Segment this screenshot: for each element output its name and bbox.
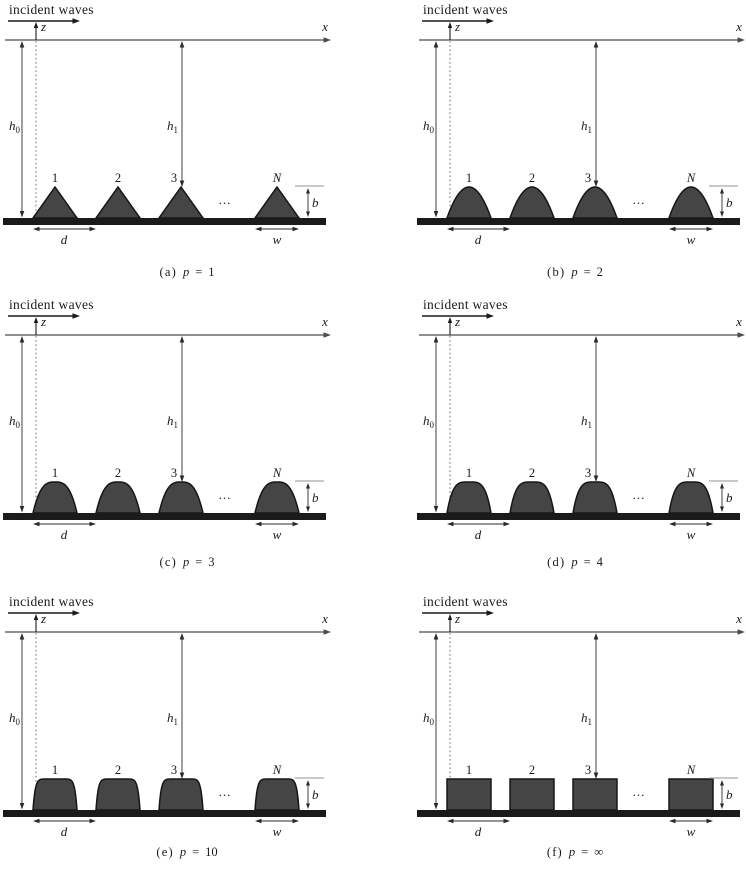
b-arrow <box>306 188 310 217</box>
h1-symbol: h <box>167 710 174 725</box>
h1-label <box>581 118 592 135</box>
h0-arrow <box>20 336 25 513</box>
caption-p-symbol: p <box>571 555 578 569</box>
h0-arrow-head <box>434 211 439 218</box>
caption-p-value: ∞ <box>594 845 604 859</box>
panel-f-diagram <box>373 580 746 869</box>
obstacle-n <box>669 779 713 810</box>
caption-equals-sign: = <box>192 845 200 859</box>
b-label: b <box>726 195 733 210</box>
h0-arrow <box>20 41 25 218</box>
panel-c <box>0 290 373 580</box>
h1-arrow-head <box>180 476 185 483</box>
h0-symbol: h <box>9 413 16 428</box>
obstacle-number-2: 2 <box>528 763 536 777</box>
caption-p-symbol: p <box>571 265 578 279</box>
seabed-bar <box>3 218 326 225</box>
incident-waves-arrow-head <box>487 610 495 615</box>
d-arrow-head <box>504 227 511 232</box>
panel-e-diagram <box>0 580 373 869</box>
obstacle-number-1: 1 <box>51 466 59 480</box>
obstacle-2 <box>510 779 554 810</box>
w-arrow-head <box>293 227 300 232</box>
d-arrow-head <box>90 227 97 232</box>
caption-equals-sign: = <box>195 555 203 569</box>
obstacle-1 <box>33 187 77 218</box>
z-axis-label: z <box>41 611 47 626</box>
h0-arrow-head <box>434 803 439 810</box>
x-axis-label: x <box>736 611 742 626</box>
z-axis-label: z <box>455 611 461 626</box>
d-arrow <box>33 522 96 527</box>
x-axis-label: x <box>322 611 328 626</box>
x-axis-head <box>324 629 332 634</box>
seabed-bar <box>417 218 740 225</box>
h1-arrow-head <box>594 41 599 48</box>
h1-arrow-head <box>180 41 185 48</box>
incident-waves-arrow-head <box>487 313 495 318</box>
incident-waves-label: incident waves <box>423 297 508 312</box>
z-axis-arrow <box>448 22 452 40</box>
d-arrow-head <box>33 819 40 824</box>
h1-arrow <box>180 633 185 779</box>
b-arrow <box>720 188 724 217</box>
seabed-bar <box>417 513 740 520</box>
z-axis-arrow-head <box>34 317 38 323</box>
b-label: b <box>312 195 319 210</box>
w-label: w <box>686 232 696 247</box>
h0-subscript: 0 <box>15 125 20 135</box>
x-axis-head <box>324 332 332 337</box>
d-arrow <box>447 227 510 232</box>
obstacle-3 <box>159 779 203 810</box>
h1-label <box>167 710 178 727</box>
obstacle-2 <box>96 482 140 513</box>
d-arrow <box>447 819 510 824</box>
obstacle-number-1: 1 <box>465 763 473 777</box>
d-label: d <box>60 232 68 247</box>
h0-label <box>9 710 21 727</box>
h1-symbol: h <box>581 118 588 133</box>
d-label: d <box>474 232 482 247</box>
h1-subscript: 1 <box>173 717 178 727</box>
b-label: b <box>726 490 733 505</box>
panel-e <box>0 580 373 869</box>
h0-subscript: 0 <box>429 717 434 727</box>
h1-arrow-head <box>594 336 599 343</box>
h1-label <box>581 710 592 727</box>
h0-label <box>423 413 435 430</box>
b-arrow-head <box>306 212 310 218</box>
x-axis <box>5 332 331 337</box>
b-label: b <box>312 490 319 505</box>
h1-symbol: h <box>167 118 174 133</box>
h1-arrow <box>594 41 599 187</box>
caption-p-value: 3 <box>208 555 215 569</box>
d-label: d <box>60 527 68 542</box>
z-axis-arrow <box>34 317 38 335</box>
panel-b-diagram <box>373 0 746 290</box>
h0-arrow-head <box>434 336 439 343</box>
caption-p-symbol: p <box>182 265 190 279</box>
b-arrow <box>720 483 724 512</box>
h1-subscript: 1 <box>173 125 178 135</box>
b-arrow <box>720 780 724 809</box>
b-arrow-head <box>720 507 724 513</box>
d-arrow <box>33 819 96 824</box>
x-axis-head <box>738 37 746 42</box>
z-axis-label: z <box>455 314 461 329</box>
obstacle-n <box>255 779 299 810</box>
w-arrow <box>669 522 713 527</box>
caption-index: (c) <box>159 555 177 569</box>
z-axis-arrow-head <box>34 22 38 28</box>
w-arrow-head <box>293 819 300 824</box>
obstacle-1 <box>33 779 77 810</box>
obstacle-1 <box>33 482 77 513</box>
obstacle-number-2: 2 <box>528 466 536 480</box>
caption-p-symbol: p <box>568 845 576 859</box>
seabed-bar <box>3 810 326 817</box>
w-arrow <box>255 227 299 232</box>
h1-label <box>167 118 178 135</box>
obstacle-number-n: N <box>686 763 696 777</box>
obstacle-number-n: N <box>686 466 696 480</box>
x-axis <box>5 629 331 634</box>
x-axis <box>5 37 331 42</box>
d-arrow-head <box>447 522 454 527</box>
w-arrow <box>669 227 713 232</box>
h0-label <box>423 710 435 727</box>
incident-waves-arrow-head <box>73 18 81 23</box>
h0-label <box>9 118 21 135</box>
obstacle-1 <box>447 187 491 218</box>
h0-arrow-head <box>20 41 25 48</box>
incident-waves-label: incident waves <box>9 297 94 312</box>
b-arrow-head <box>720 780 724 786</box>
w-label: w <box>272 527 282 542</box>
x-axis <box>419 332 745 337</box>
obstacle-3 <box>573 482 617 513</box>
obstacle-n <box>669 482 713 513</box>
obstacle-number-3: 3 <box>170 466 178 480</box>
panel-a <box>0 0 373 290</box>
obstacle-number-2: 2 <box>114 466 122 480</box>
caption-index: (e) <box>156 845 174 859</box>
h0-arrow-head <box>434 506 439 513</box>
obstacle-number-1: 1 <box>51 171 59 185</box>
h0-subscript: 0 <box>429 420 434 430</box>
panel-caption <box>547 265 603 280</box>
h0-arrow-head <box>20 211 25 218</box>
panel-d-diagram <box>373 290 746 580</box>
obstacle-2 <box>510 482 554 513</box>
h1-arrow-head <box>180 633 185 640</box>
obstacle-number-1: 1 <box>465 466 473 480</box>
z-axis-label: z <box>455 19 461 34</box>
d-label: d <box>474 824 482 839</box>
obstacle-3 <box>159 187 203 218</box>
panel-caption <box>547 845 603 860</box>
w-arrow-head <box>707 227 714 232</box>
h1-subscript: 1 <box>587 125 592 135</box>
ellipsis-label: ... <box>218 192 232 207</box>
h0-symbol: h <box>423 118 430 133</box>
w-arrow-head <box>255 522 262 527</box>
seabed-bar <box>417 810 740 817</box>
obstacle-number-3: 3 <box>170 171 178 185</box>
ellipsis-label: ... <box>218 784 232 799</box>
h1-symbol: h <box>581 710 588 725</box>
h1-arrow <box>594 633 599 779</box>
z-axis-arrow <box>34 614 38 632</box>
w-arrow-head <box>707 522 714 527</box>
h1-symbol: h <box>167 413 174 428</box>
obstacle-3 <box>159 482 203 513</box>
h0-arrow <box>20 633 25 810</box>
h1-subscript: 1 <box>587 717 592 727</box>
ellipsis-label: ... <box>632 784 646 799</box>
b-label: b <box>312 787 319 802</box>
incident-waves-label: incident waves <box>423 2 508 17</box>
d-arrow <box>33 227 96 232</box>
b-arrow-head <box>306 780 310 786</box>
x-axis-head <box>738 629 746 634</box>
x-axis-label: x <box>736 19 742 34</box>
h0-symbol: h <box>9 118 16 133</box>
w-arrow <box>669 819 713 824</box>
caption-p-symbol: p <box>182 555 190 569</box>
panel-a-diagram <box>0 0 373 290</box>
b-arrow-head <box>720 804 724 810</box>
obstacle-2 <box>96 779 140 810</box>
h0-symbol: h <box>423 413 430 428</box>
obstacle-number-n: N <box>272 171 282 185</box>
w-arrow-head <box>293 522 300 527</box>
d-label: d <box>60 824 68 839</box>
h0-symbol: h <box>9 710 16 725</box>
h1-symbol: h <box>581 413 588 428</box>
x-axis-label: x <box>322 19 328 34</box>
panel-b <box>373 0 746 290</box>
ellipsis-label: ... <box>218 487 232 502</box>
b-arrow-head <box>306 483 310 489</box>
obstacle-number-3: 3 <box>584 466 592 480</box>
b-arrow-head <box>306 188 310 194</box>
incident-waves-label: incident waves <box>423 594 508 609</box>
h0-arrow-head <box>434 633 439 640</box>
caption-index: (b) <box>547 265 566 279</box>
caption-p-symbol: p <box>179 845 187 859</box>
caption-equals-sign: = <box>583 555 591 569</box>
w-label: w <box>686 527 696 542</box>
x-axis-label: x <box>322 314 328 329</box>
w-label: w <box>272 824 282 839</box>
d-arrow-head <box>447 227 454 232</box>
h0-arrow-head <box>20 506 25 513</box>
d-arrow-head <box>504 522 511 527</box>
h0-arrow <box>434 41 439 218</box>
obstacle-number-3: 3 <box>584 763 592 777</box>
obstacle-n <box>255 187 299 218</box>
obstacle-3 <box>573 187 617 218</box>
obstacle-number-n: N <box>272 763 282 777</box>
ellipsis-label: ... <box>632 192 646 207</box>
d-arrow-head <box>447 819 454 824</box>
b-arrow <box>306 483 310 512</box>
h0-arrow-head <box>20 633 25 640</box>
z-axis-arrow-head <box>448 614 452 620</box>
w-label: w <box>272 232 282 247</box>
b-arrow-head <box>720 212 724 218</box>
h0-label <box>423 118 435 135</box>
z-axis-arrow <box>448 614 452 632</box>
incident-waves-arrow-head <box>487 18 495 23</box>
caption-p-value: 4 <box>596 555 603 569</box>
z-axis-arrow <box>34 22 38 40</box>
x-axis <box>419 37 745 42</box>
caption-p-value: 2 <box>596 265 603 279</box>
h1-arrow-head <box>180 181 185 188</box>
panel-caption <box>159 555 214 570</box>
h0-subscript: 0 <box>429 125 434 135</box>
obstacle-number-n: N <box>686 171 696 185</box>
obstacle-n <box>255 482 299 513</box>
w-arrow <box>255 522 299 527</box>
obstacle-number-2: 2 <box>114 763 122 777</box>
caption-equals-sign: = <box>195 265 203 279</box>
obstacle-number-3: 3 <box>170 763 178 777</box>
h1-arrow-head <box>594 773 599 780</box>
obstacle-2 <box>96 187 140 218</box>
w-arrow-head <box>255 227 262 232</box>
ellipsis-label: ... <box>632 487 646 502</box>
w-label: w <box>686 824 696 839</box>
caption-equals-sign: = <box>583 265 591 279</box>
obstacle-3 <box>573 779 617 810</box>
x-axis-head <box>324 37 332 42</box>
h0-subscript: 0 <box>15 420 20 430</box>
panel-c-diagram <box>0 290 373 580</box>
caption-index: (a) <box>159 265 177 279</box>
caption-p-value: 1 <box>208 265 215 279</box>
z-axis-arrow-head <box>34 614 38 620</box>
h0-arrow-head <box>20 336 25 343</box>
panel-caption <box>159 265 214 280</box>
z-axis-arrow-head <box>448 317 452 323</box>
panel-d <box>373 290 746 580</box>
obstacle-1 <box>447 779 491 810</box>
incident-waves-label: incident waves <box>9 594 94 609</box>
h1-arrow-head <box>594 633 599 640</box>
obstacle-number-3: 3 <box>584 171 592 185</box>
incident-waves-label: incident waves <box>9 2 94 17</box>
obstacle-n <box>669 187 713 218</box>
w-arrow-head <box>669 522 676 527</box>
obstacle-number-n: N <box>272 466 282 480</box>
caption-index: (f) <box>546 845 563 859</box>
h1-arrow <box>180 41 185 187</box>
w-arrow-head <box>669 819 676 824</box>
h1-subscript: 1 <box>587 420 592 430</box>
h0-arrow-head <box>20 803 25 810</box>
seabed-bar <box>3 513 326 520</box>
d-arrow-head <box>33 227 40 232</box>
h1-arrow <box>180 336 185 482</box>
w-arrow-head <box>255 819 262 824</box>
b-label: b <box>726 787 733 802</box>
h1-arrow-head <box>180 336 185 343</box>
d-arrow-head <box>90 522 97 527</box>
obstacle-number-2: 2 <box>528 171 536 185</box>
b-arrow <box>306 780 310 809</box>
d-arrow-head <box>90 819 97 824</box>
caption-equals-sign: = <box>581 845 589 859</box>
w-arrow-head <box>707 819 714 824</box>
w-arrow-head <box>669 227 676 232</box>
w-arrow <box>255 819 299 824</box>
obstacle-number-1: 1 <box>51 763 59 777</box>
b-arrow-head <box>306 507 310 513</box>
x-axis-label: x <box>736 314 742 329</box>
h1-arrow-head <box>180 773 185 780</box>
h1-arrow-head <box>594 476 599 483</box>
h1-subscript: 1 <box>173 420 178 430</box>
h0-arrow <box>434 336 439 513</box>
h0-symbol: h <box>423 710 430 725</box>
incident-waves-arrow-head <box>73 610 81 615</box>
h0-label <box>9 413 21 430</box>
panel-f <box>373 580 746 869</box>
d-arrow-head <box>33 522 40 527</box>
panel-caption <box>547 555 603 570</box>
obstacle-2 <box>510 187 554 218</box>
z-axis-label: z <box>41 314 47 329</box>
b-arrow-head <box>720 483 724 489</box>
h1-label <box>581 413 592 430</box>
caption-index: (d) <box>547 555 566 569</box>
incident-waves-arrow-head <box>73 313 81 318</box>
h0-arrow <box>434 633 439 810</box>
obstacle-1 <box>447 482 491 513</box>
h1-arrow-head <box>594 181 599 188</box>
x-axis-head <box>738 332 746 337</box>
h0-arrow-head <box>434 41 439 48</box>
panel-caption <box>156 845 217 860</box>
d-label: d <box>474 527 482 542</box>
obstacle-number-2: 2 <box>114 171 122 185</box>
caption-p-value: 10 <box>205 845 218 859</box>
obstacle-number-1: 1 <box>465 171 473 185</box>
b-arrow-head <box>720 188 724 194</box>
x-axis <box>419 629 745 634</box>
h1-label <box>167 413 178 430</box>
h0-subscript: 0 <box>15 717 20 727</box>
z-axis-arrow <box>448 317 452 335</box>
h1-arrow <box>594 336 599 482</box>
z-axis-arrow-head <box>448 22 452 28</box>
b-arrow-head <box>306 804 310 810</box>
d-arrow-head <box>504 819 511 824</box>
z-axis-label: z <box>41 19 47 34</box>
d-arrow <box>447 522 510 527</box>
